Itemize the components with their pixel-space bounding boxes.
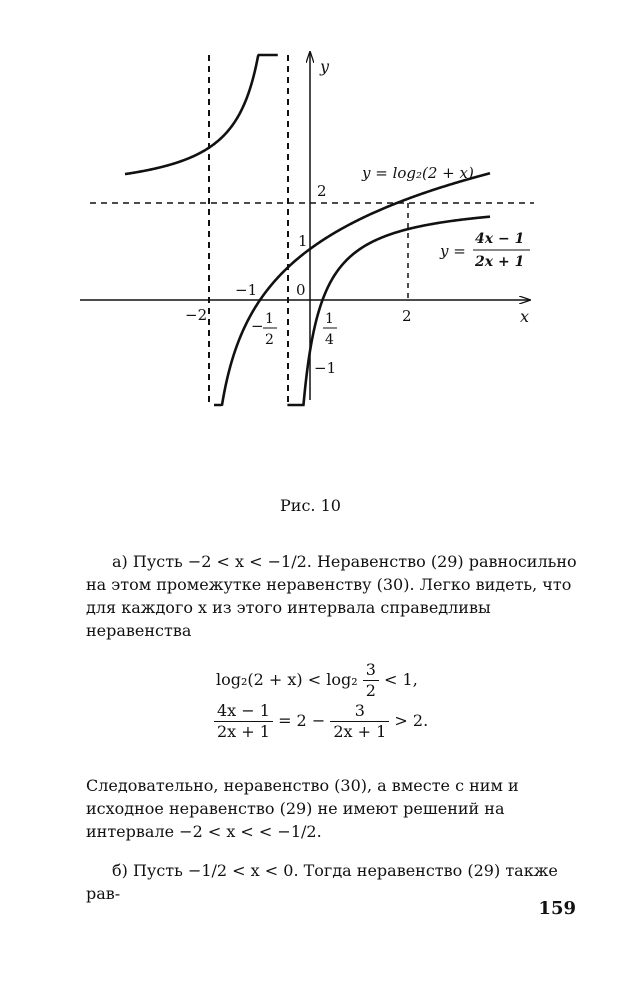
y-axis-label: y: [320, 57, 330, 76]
tick-half-num: 1: [265, 311, 274, 327]
fraction-3-over-2x-1: [330, 701, 389, 742]
tick-origin: 0: [296, 281, 306, 299]
fraction-denominator: 2: [365, 681, 376, 700]
tick-x-minus1: −1: [235, 281, 258, 299]
formula-1-left: log₂(2 + x) < log₂: [216, 670, 358, 689]
formula-2-right: > 2.: [394, 711, 429, 730]
tick-minus-half-sign: −: [251, 317, 264, 335]
figure-caption: Рис. 10: [280, 496, 341, 515]
formula-2-mid: = 2 −: [278, 711, 326, 730]
fraction-4x-1-over-2x-1: [214, 701, 273, 742]
paragraph-a: а) Пусть −2 < x < −1/2. Неравенство (29) равносильно на этом промежутке неравенству (30). Легко видеть, что для каждого x из этого интервала справедливы неравенства: [86, 552, 577, 640]
x-axis-label: x: [520, 307, 530, 326]
paragraph-conclusion: Следовательно, неравенство (30), а вместе с ним и исходное неравенство (29) не имеют решений на интервале −2 < x < < −1/2.: [86, 776, 519, 841]
fraction-denominator: 2x + 1: [333, 722, 387, 741]
label-rational-prefix: y =: [440, 242, 466, 260]
fraction-denominator: 2x + 1: [217, 722, 270, 741]
formula-1-right: < 1,: [384, 670, 418, 689]
label-log-curve: y = log₂(2 + x): [362, 164, 474, 182]
page-number: 159: [538, 898, 576, 919]
tick-y-1: 1: [298, 232, 308, 250]
tick-quarter-den: 4: [325, 332, 334, 348]
tick-x-minus2: −2: [185, 306, 208, 324]
label-rational-den: 2x + 1: [475, 254, 525, 270]
graph-figure: [0, 0, 621, 470]
curve-rational-left: [125, 55, 278, 174]
paragraph-b: б) Пусть −1/2 < x < 0. Тогда неравенство (29) также рав-: [86, 861, 558, 903]
fraction-numerator: 3: [363, 660, 379, 681]
formula-line-2: [214, 701, 428, 742]
formula-line-1: [216, 660, 418, 701]
tick-y-2: 2: [317, 182, 327, 200]
tick-quarter-num: 1: [325, 311, 334, 327]
tick-y-minus1: −1: [314, 359, 337, 377]
fraction-numerator: 3: [330, 701, 389, 722]
label-rational-num: 4x − 1: [475, 231, 525, 247]
fraction-numerator: 4x − 1: [214, 701, 273, 722]
tick-half-den: 2: [265, 332, 274, 348]
fraction-3-over-2: [363, 660, 379, 701]
tick-x-2: 2: [402, 307, 412, 325]
